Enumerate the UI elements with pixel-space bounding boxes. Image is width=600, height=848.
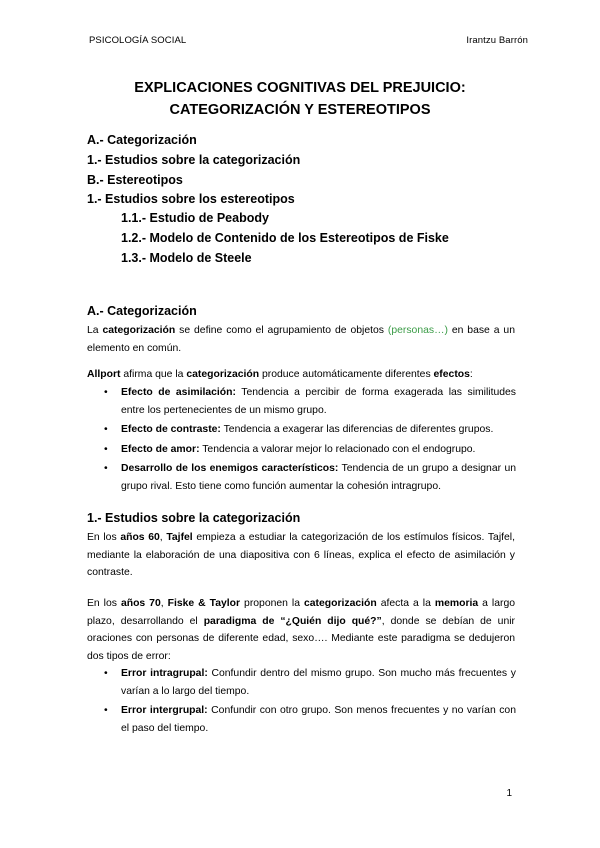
page-number: 1 [506,788,512,799]
list-item: • Error intragrupal: Confundir dentro del mismo grupo. Son mucho más frecuentes y varían a lo largo del tiempo. [104,665,516,700]
toc-item: 1.- Estudios sobre los estereotipos [87,192,295,206]
toc-item: 1.- Estudios sobre la categorización [87,153,301,167]
list-item: • Efecto de amor: Tendencia a valorar mejor lo relacionado con el endogrupo. [104,441,516,459]
list-item: • Desarrollo de los enemigos característicos: Tendencia de un grupo a designar un grupo rival. Esto tiene como función aumentar la cohesión intragrupo. [104,460,516,495]
list-item: • Efecto de asimilación: Tendencia a percibir de forma exagerada las similitudes entre los pertenecientes de un mismo grupo. [104,384,516,419]
bullet-icon: • [104,668,108,679]
header-left: PSICOLOGÍA SOCIAL [89,35,187,46]
toc-item: 1.2.- Modelo de Contenido de los Estereotipos de Fiske [121,231,449,245]
list-item: • Error intergrupal: Confundir con otro grupo. Son menos frecuentes y no varían con el paso del tiempo. [104,702,516,737]
bullet-icon: • [104,443,108,455]
title-line-2: CATEGORIZACIÓN Y ESTEREOTIPOS [169,102,431,118]
bullet-icon: • [104,387,108,398]
bullet-icon: • [104,463,108,474]
toc-item: A.- Categorización [87,133,197,147]
toc-item: B.- Estereotipos [87,173,183,187]
section-1-heading: 1.- Estudios sobre la categorización [87,511,301,525]
paragraph-categorizacion-definition: La categorización se define como el agrupamiento de objetos (personas…) en base a un elemento en común. [87,325,515,354]
paragraph-fiske-taylor: En los años 70, Fiske & Taylor proponen la categorización afecta a la memoria a largo plazo, desarrollando el paradigma de “¿Quién dijo qué?”, donde se debían de unir oraciones con personas de diferente edad, sexo…. Mediante este paradigma se dedujeron dos tipos de error: [87,598,516,662]
toc-item: 1.3.- Modelo de Steele [121,251,252,265]
effects-list [104,384,516,497]
header-right: Irantzu Barrón [466,35,528,46]
list-item: • Efecto de contraste: Tendencia a exagerar las diferencias de diferentes grupos. [104,421,516,439]
bullet-icon: • [104,424,108,435]
section-a-heading: A.- Categorización [87,304,197,318]
title-line-1: EXPLICACIONES COGNITIVAS DEL PREJUICIO: [134,80,466,96]
paragraph-allport: Allport afirma que la categorización produce automáticamente diferentes efectos: [87,369,473,380]
toc-item: 1.1.- Estudio de Peabody [121,211,269,225]
bullet-icon: • [104,705,108,716]
error-types-list [104,665,516,739]
paragraph-tajfel: En los años 60, Tajfel empieza a estudiar la categorización de los estímulos físicos. Tajfel, mediante la elaboración de una diapositiva con 6 líneas, explica el efecto de asimilación y contraste. [87,532,515,578]
